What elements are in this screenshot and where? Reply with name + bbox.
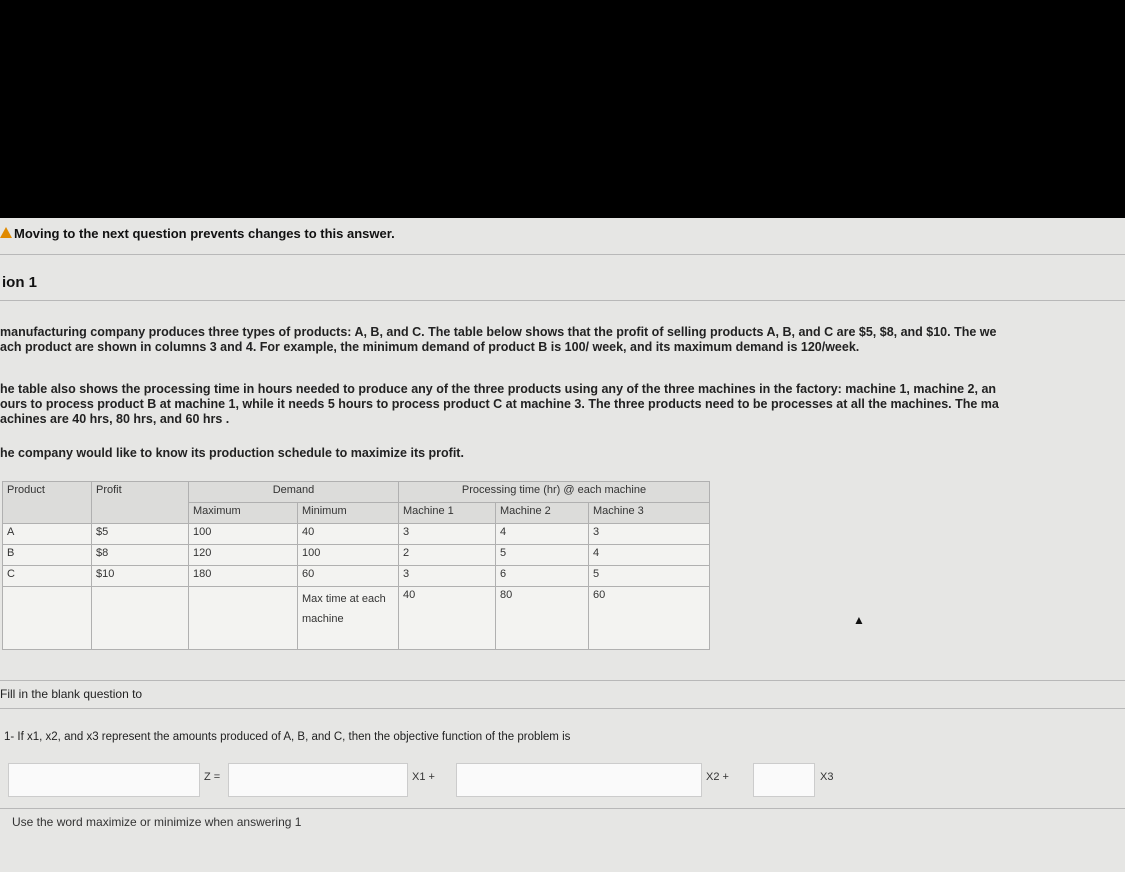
divider xyxy=(0,300,1125,301)
cell-profit: $10 xyxy=(92,566,189,587)
header-demand: Demand xyxy=(189,482,399,503)
x3-coefficient-input[interactable] xyxy=(753,763,815,797)
cell-profit: $5 xyxy=(92,524,189,545)
cell-product: C xyxy=(3,566,92,587)
cell-maxtime-m3: 60 xyxy=(589,587,710,650)
x3-label: X3 xyxy=(820,771,834,783)
divider xyxy=(0,680,1125,681)
cell-m1: 2 xyxy=(399,545,496,566)
table-row xyxy=(3,524,710,545)
cell-m1: 3 xyxy=(399,566,496,587)
question-text-line: ours to process product B at machine 1, while it needs 5 hours to process product C at machine 3. The three products need to be processes at all the machines. The ma xyxy=(0,397,999,411)
header-profit: Profit xyxy=(92,482,189,524)
x2-coefficient-input[interactable] xyxy=(456,763,702,797)
cell-m1: 3 xyxy=(399,524,496,545)
cell-max: 120 xyxy=(189,545,298,566)
cell-max: 180 xyxy=(189,566,298,587)
cell-m3: 3 xyxy=(589,524,710,545)
answer-note: Use the word maximize or minimize when answering 1 xyxy=(12,815,302,829)
cursor-pointer: ▲ xyxy=(853,613,865,627)
question-text-line: he company would like to know its production schedule to maximize its profit. xyxy=(0,446,464,460)
warning-text: Moving to the next question prevents changes to this answer. xyxy=(14,226,395,241)
x1-label: X1 + xyxy=(412,771,435,783)
question-text-line: he table also shows the processing time in hours needed to produce any of the three products using any of the three machines in the factory: machine 1, machine 2, an xyxy=(0,382,997,396)
question-text-line: manufacturing company produces three types of products: A, B, and C. The table below shows that the profit of selling products A, B, and C are $5, $8, and $10. The we xyxy=(0,325,997,339)
cell-max: 100 xyxy=(189,524,298,545)
cell-maxtime-label: Max time at each machine xyxy=(298,587,399,650)
question-text-line: ach product are shown in columns 3 and 4. For example, the minimum demand of product B is 100/ week, and its maximum demand is 120/week. xyxy=(0,340,860,354)
x1-coefficient-input[interactable] xyxy=(228,763,408,797)
z-label: Z = xyxy=(204,771,221,783)
question-1-text: 1- If x1, x2, and x3 represent the amounts produced of A, B, and C, then the objective function of the problem is xyxy=(4,731,571,743)
cell-maxtime-m1: 40 xyxy=(399,587,496,650)
table-header-row xyxy=(3,482,710,503)
cell-m2: 4 xyxy=(496,524,589,545)
cell-m3: 5 xyxy=(589,566,710,587)
cell-min: 60 xyxy=(298,566,399,587)
cell-empty xyxy=(92,587,189,650)
cell-product: A xyxy=(3,524,92,545)
table-row xyxy=(3,566,710,587)
divider xyxy=(0,808,1125,809)
objective-type-input[interactable] xyxy=(8,763,200,797)
table-row xyxy=(3,545,710,566)
cell-min: 40 xyxy=(298,524,399,545)
cell-profit: $8 xyxy=(92,545,189,566)
table-row-maxtime xyxy=(3,587,710,650)
objective-input-row xyxy=(8,763,1120,797)
header-maximum: Maximum xyxy=(189,503,298,524)
cell-m2: 5 xyxy=(496,545,589,566)
fill-blank-heading: Fill in the blank question to xyxy=(0,687,143,701)
cell-min: 100 xyxy=(298,545,399,566)
question-page xyxy=(0,218,1125,872)
header-processing: Processing time (hr) @ each machine xyxy=(399,482,710,503)
warning-icon xyxy=(0,227,12,238)
divider xyxy=(0,254,1125,255)
header-minimum: Minimum xyxy=(298,503,399,524)
cell-empty xyxy=(3,587,92,650)
header-machine-1: Machine 1 xyxy=(399,503,496,524)
cell-product: B xyxy=(3,545,92,566)
header-machine-3: Machine 3 xyxy=(589,503,710,524)
cell-maxtime-m2: 80 xyxy=(496,587,589,650)
cell-m2: 6 xyxy=(496,566,589,587)
cell-m3: 4 xyxy=(589,545,710,566)
question-text-line: achines are 40 hrs, 80 hrs, and 60 hrs . xyxy=(0,412,230,426)
cell-empty xyxy=(189,587,298,650)
header-machine-2: Machine 2 xyxy=(496,503,589,524)
x2-label: X2 + xyxy=(706,771,729,783)
header-product: Product xyxy=(3,482,92,524)
data-table xyxy=(2,481,710,650)
divider xyxy=(0,708,1125,709)
question-number: ion 1 xyxy=(2,274,38,291)
